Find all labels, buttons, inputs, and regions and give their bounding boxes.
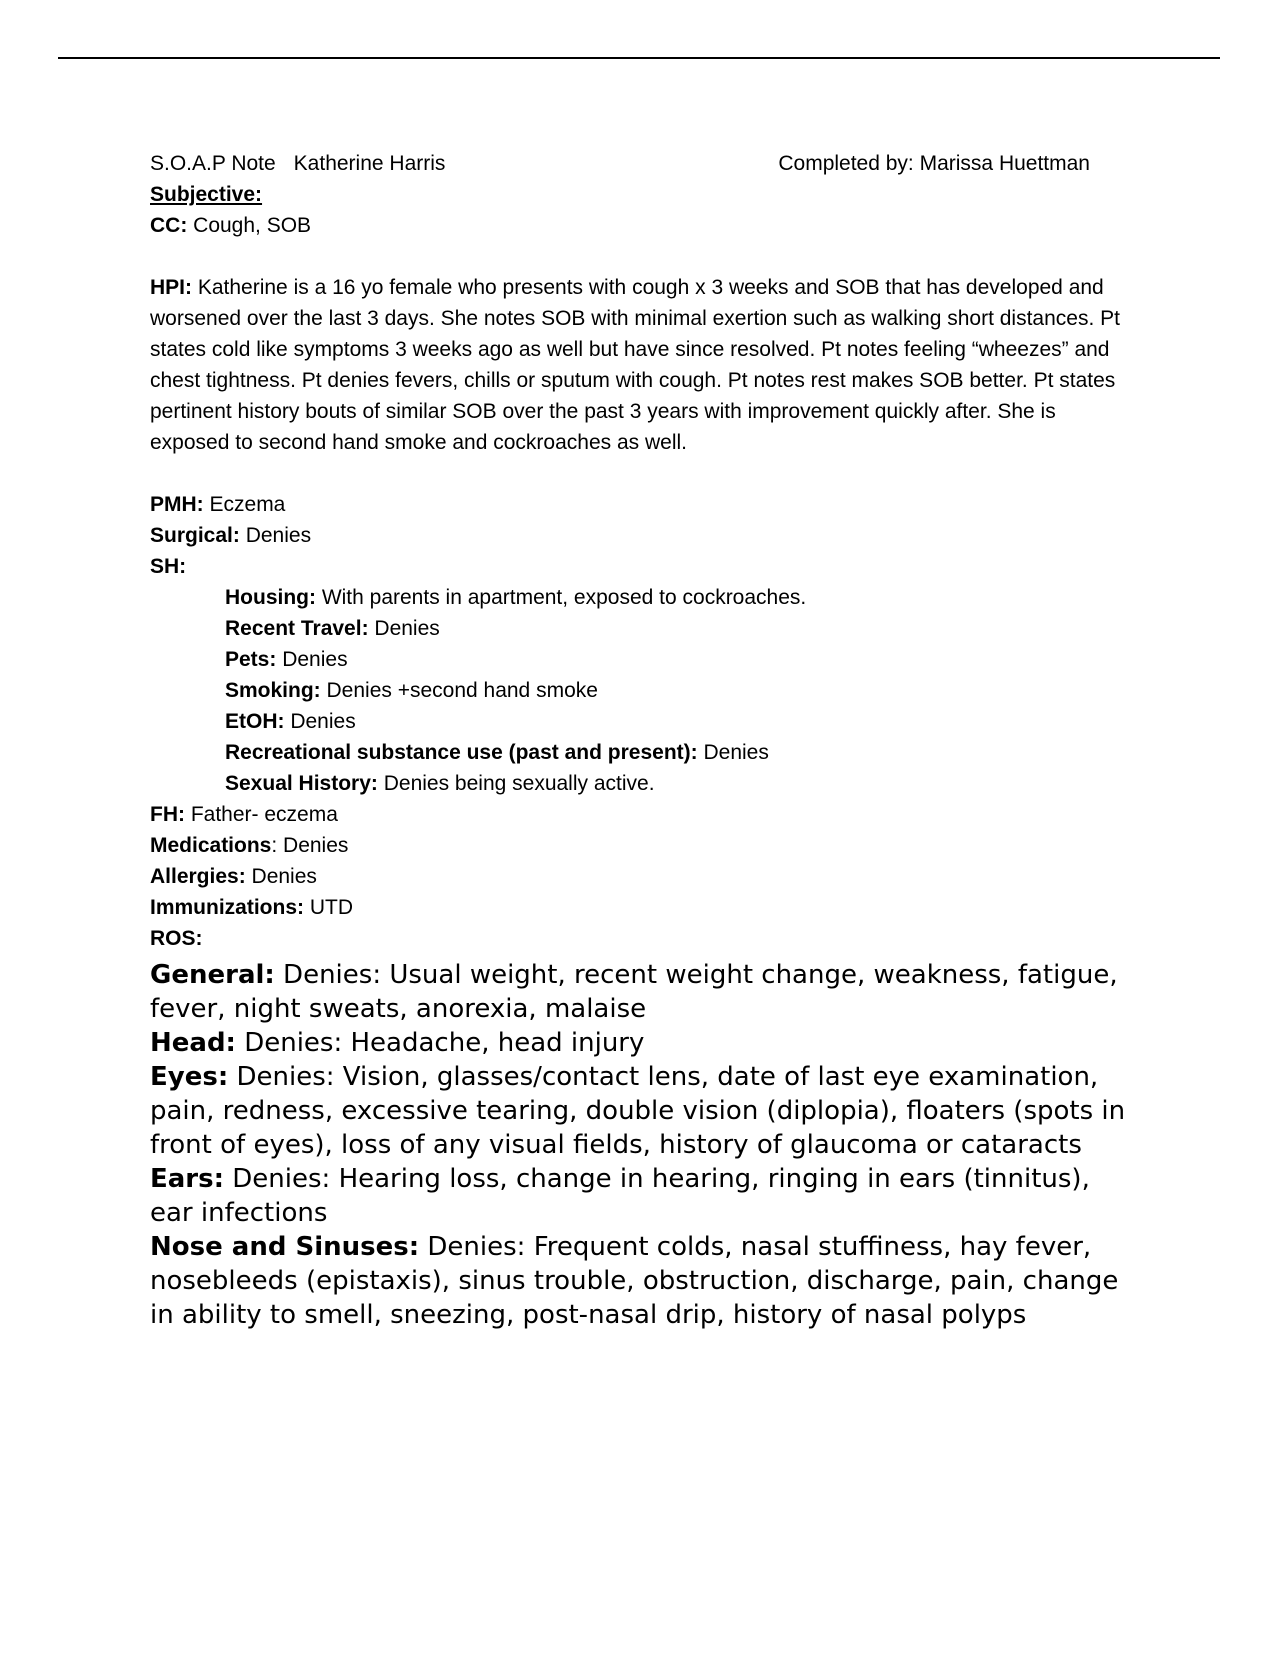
ros-eyes: Eyes: Denies: Vision, glasses/contact lens, date of last eye examination, pain, redness, excessive tearing, double vision (diplopia), floaters (spots in front of eyes), loss of any visual fields, history of glaucoma or cataracts: [150, 1062, 1126, 1160]
note-title-group: [150, 148, 445, 179]
sh-line: [150, 551, 1140, 582]
medications-line: [150, 830, 1140, 861]
immunizations-value: UTD: [304, 896, 354, 919]
cc-value: Cough, SOB: [187, 214, 312, 237]
pmh-label: PMH:: [150, 493, 204, 516]
sh-label: SH:: [150, 555, 187, 578]
sh-housing: Housing: With parents in apartment, exposed to cockroaches.: [225, 586, 807, 609]
surgical-line: [150, 520, 1140, 551]
medications-value: : Denies: [271, 834, 349, 857]
cc-label: CC:: [150, 214, 188, 237]
sh-smoking: Smoking: Denies +second hand smoke: [225, 679, 598, 702]
allergies-line: [150, 861, 1140, 892]
completed-by: Completed by: Marissa Huettman: [778, 152, 1090, 175]
header-rule: [58, 57, 1220, 59]
immunizations-line: [150, 892, 1140, 923]
fh-label: FH:: [150, 803, 185, 826]
medications-label: Medications: [150, 834, 272, 857]
ros-head: Head: Denies: Headache, head injury: [150, 1028, 645, 1058]
sh-recreational-substance: Recreational substance use (past and present): Denies: [225, 741, 769, 764]
subjective-heading: Subjective:: [150, 183, 263, 206]
ros-section: [150, 958, 1140, 1332]
fh-value: Father- eczema: [185, 803, 338, 826]
hpi-value: Katherine is a 16 yo female who presents with cough x 3 weeks and SOB that has developed and worsened over the last 3 days. She notes SOB with minimal exertion such as walking short distances. Pt states cold like symptoms 3 weeks ago as well but have since resolved. Pt notes feeling “wheezes” and chest tightness. Pt denies fevers, chills or sputum with cough. Pt notes rest makes SOB better. Pt states pertinent history bouts of similar SOB over the past 3 years with improvement quickly after. She is exposed to second hand smoke and cockroaches as well.: [150, 276, 1120, 454]
note-title: S.O.A.P Note: [150, 152, 276, 175]
ros-ears: Ears: Denies: Hearing loss, change in hearing, ringing in ears (tinnitus), ear infections: [150, 1164, 1090, 1228]
hpi-label: HPI:: [150, 276, 192, 299]
sh-recent-travel: Recent Travel: Denies: [225, 617, 440, 640]
hpi-paragraph: [150, 272, 1140, 458]
fh-line: [150, 799, 1140, 830]
allergies-value: Denies: [245, 865, 317, 888]
patient-name: Katherine Harris: [293, 152, 446, 175]
allergies-label: Allergies:: [150, 865, 246, 888]
pmh-line: [150, 489, 1140, 520]
sh-etoh: EtOH: Denies: [225, 710, 356, 733]
ros-label: ROS:: [150, 927, 203, 950]
ros-line: [150, 923, 1140, 954]
spacer: [150, 458, 1140, 489]
immunizations-label: Immunizations:: [150, 896, 305, 919]
soap-note-document: [150, 148, 1140, 1332]
ros-nose-sinuses: Nose and Sinuses: Denies: Frequent colds, nasal stuffiness, hay fever, nosebleeds (epistaxis), sinus trouble, obstruction, discharge, pain, change in ability to smell, sneezing, post-nasal drip, history of nasal polyps: [150, 1232, 1119, 1330]
sh-sexual-history: Sexual History: Denies being sexually active.: [225, 772, 655, 795]
ros-general: General: Denies: Usual weight, recent weight change, weakness, fatigue, fever, night sweats, anorexia, malaise: [150, 960, 1118, 1024]
cc-line: [150, 210, 1140, 241]
sh-pets: Pets: Denies: [225, 648, 348, 671]
spacer: [150, 241, 1140, 272]
pmh-value: Eczema: [203, 493, 286, 516]
surgical-value: Denies: [239, 524, 312, 547]
note-header: [150, 148, 1090, 179]
surgical-label: Surgical:: [150, 524, 240, 547]
